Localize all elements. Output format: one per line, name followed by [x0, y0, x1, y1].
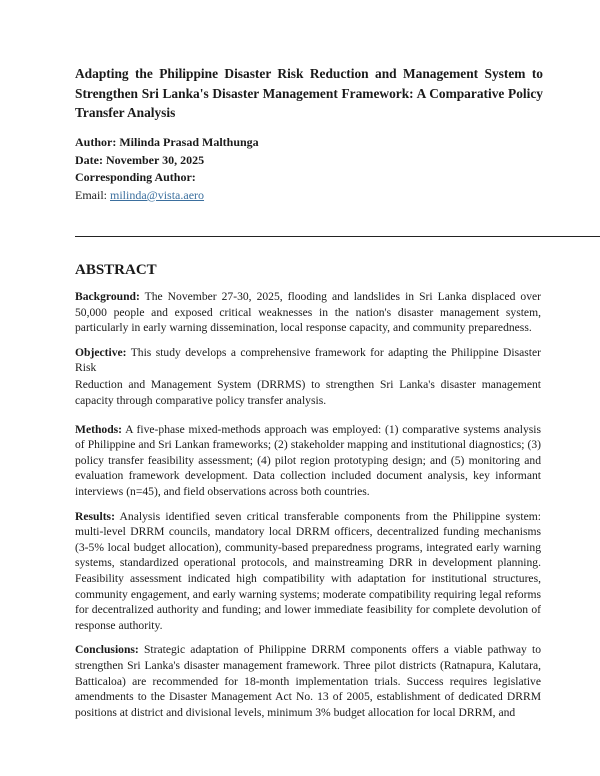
conclusions-paragraph: [75, 642, 541, 720]
background-label: Background:: [75, 290, 140, 303]
author-block: [75, 134, 259, 204]
results-label: Results:: [75, 509, 115, 523]
results-paragraph: [75, 509, 541, 634]
horizontal-divider: [75, 236, 600, 237]
methods-label: Methods:: [75, 422, 123, 436]
abstract-body: [75, 289, 541, 729]
conclusions-text: Strategic adaptation of Philippine DRRM components offers a viable pathway to strengthen Sri Lanka's disaster management framework. Three pilot districts (Ratnapura, Kalutara, Batticaloa) are recommended for 18-month implementation trials. Success requires legislative amendments to the Disaster Management Act No. 13 of 2005, establishment of dedicated DRRM positions at district and divisional levels, minimum 3% budget allocation for local DRRM, and: [75, 643, 541, 719]
objective-text: This study develops a comprehensive framework for adapting the Philippine Disaster Risk: [75, 345, 541, 375]
email-line: [75, 187, 259, 205]
abstract-heading: ABSTRACT: [75, 262, 157, 278]
author-line: Author: Milinda Prasad Malthunga: [75, 135, 259, 149]
results-text: Analysis identified seven critical transferable components from the Philippine system: multi-level DRRM councils, mandatory local DRRM officers, decentralized funding mechanisms (3-5% local budget allocation), community-based preparedness programs, integrated early warning systems, standardized operational protocols, and mainstreaming DRR in development planning. Feasibility assessment indicated high compatibility with adaptation for institutional structures, community engagement, and early warning systems; moderate compatibility requiring legal reforms for decentralized authority and funding; and lower immediate feasibility for complete devolution of response authority.: [75, 509, 541, 632]
methods-paragraph: [75, 422, 541, 500]
date-line: Date: November 30, 2025: [75, 152, 205, 167]
background-paragraph: [75, 289, 541, 336]
methods-text: A five-phase mixed-methods approach was employed: (1) comparative systems analysis of Philippine and Sri Lankan frameworks; (2) stakeholder mapping and institutional diagnostics; (3) policy transfer feasibility assessment; (4) pilot region prototyping design; and (5) monitoring and evaluation framework development. Data collection included document analysis, key informant interviews (n=45), and field observations across both countries.: [75, 422, 541, 499]
background-text: The November 27-30, 2025, flooding and landslides in Sri Lanka displaced over 50,000 people and exposed critical weaknesses in the nation's disaster management system, particularly in early warning dissemination, local response capacity, and community preparedness.: [75, 290, 541, 335]
objective-paragraph: [75, 345, 541, 409]
corresponding-author-line: Corresponding Author:: [75, 170, 196, 185]
email-label: Email:: [75, 187, 110, 202]
objective-label: Objective:: [75, 345, 127, 359]
email-link[interactable]: milinda@vista.aero: [110, 187, 205, 202]
objective-text-continued: Reduction and Management System (DRRMS) to strengthen Sri Lanka's disaster management capacity through comparative policy transfer analysis.: [75, 378, 541, 408]
document-title: Adapting the Philippine Disaster Risk Reduction and Management System to Strengthen Sri Lanka's Disaster Management Framework: A Comparative Policy Transfer Analysis: [75, 66, 543, 120]
conclusions-label: Conclusions:: [75, 643, 139, 657]
